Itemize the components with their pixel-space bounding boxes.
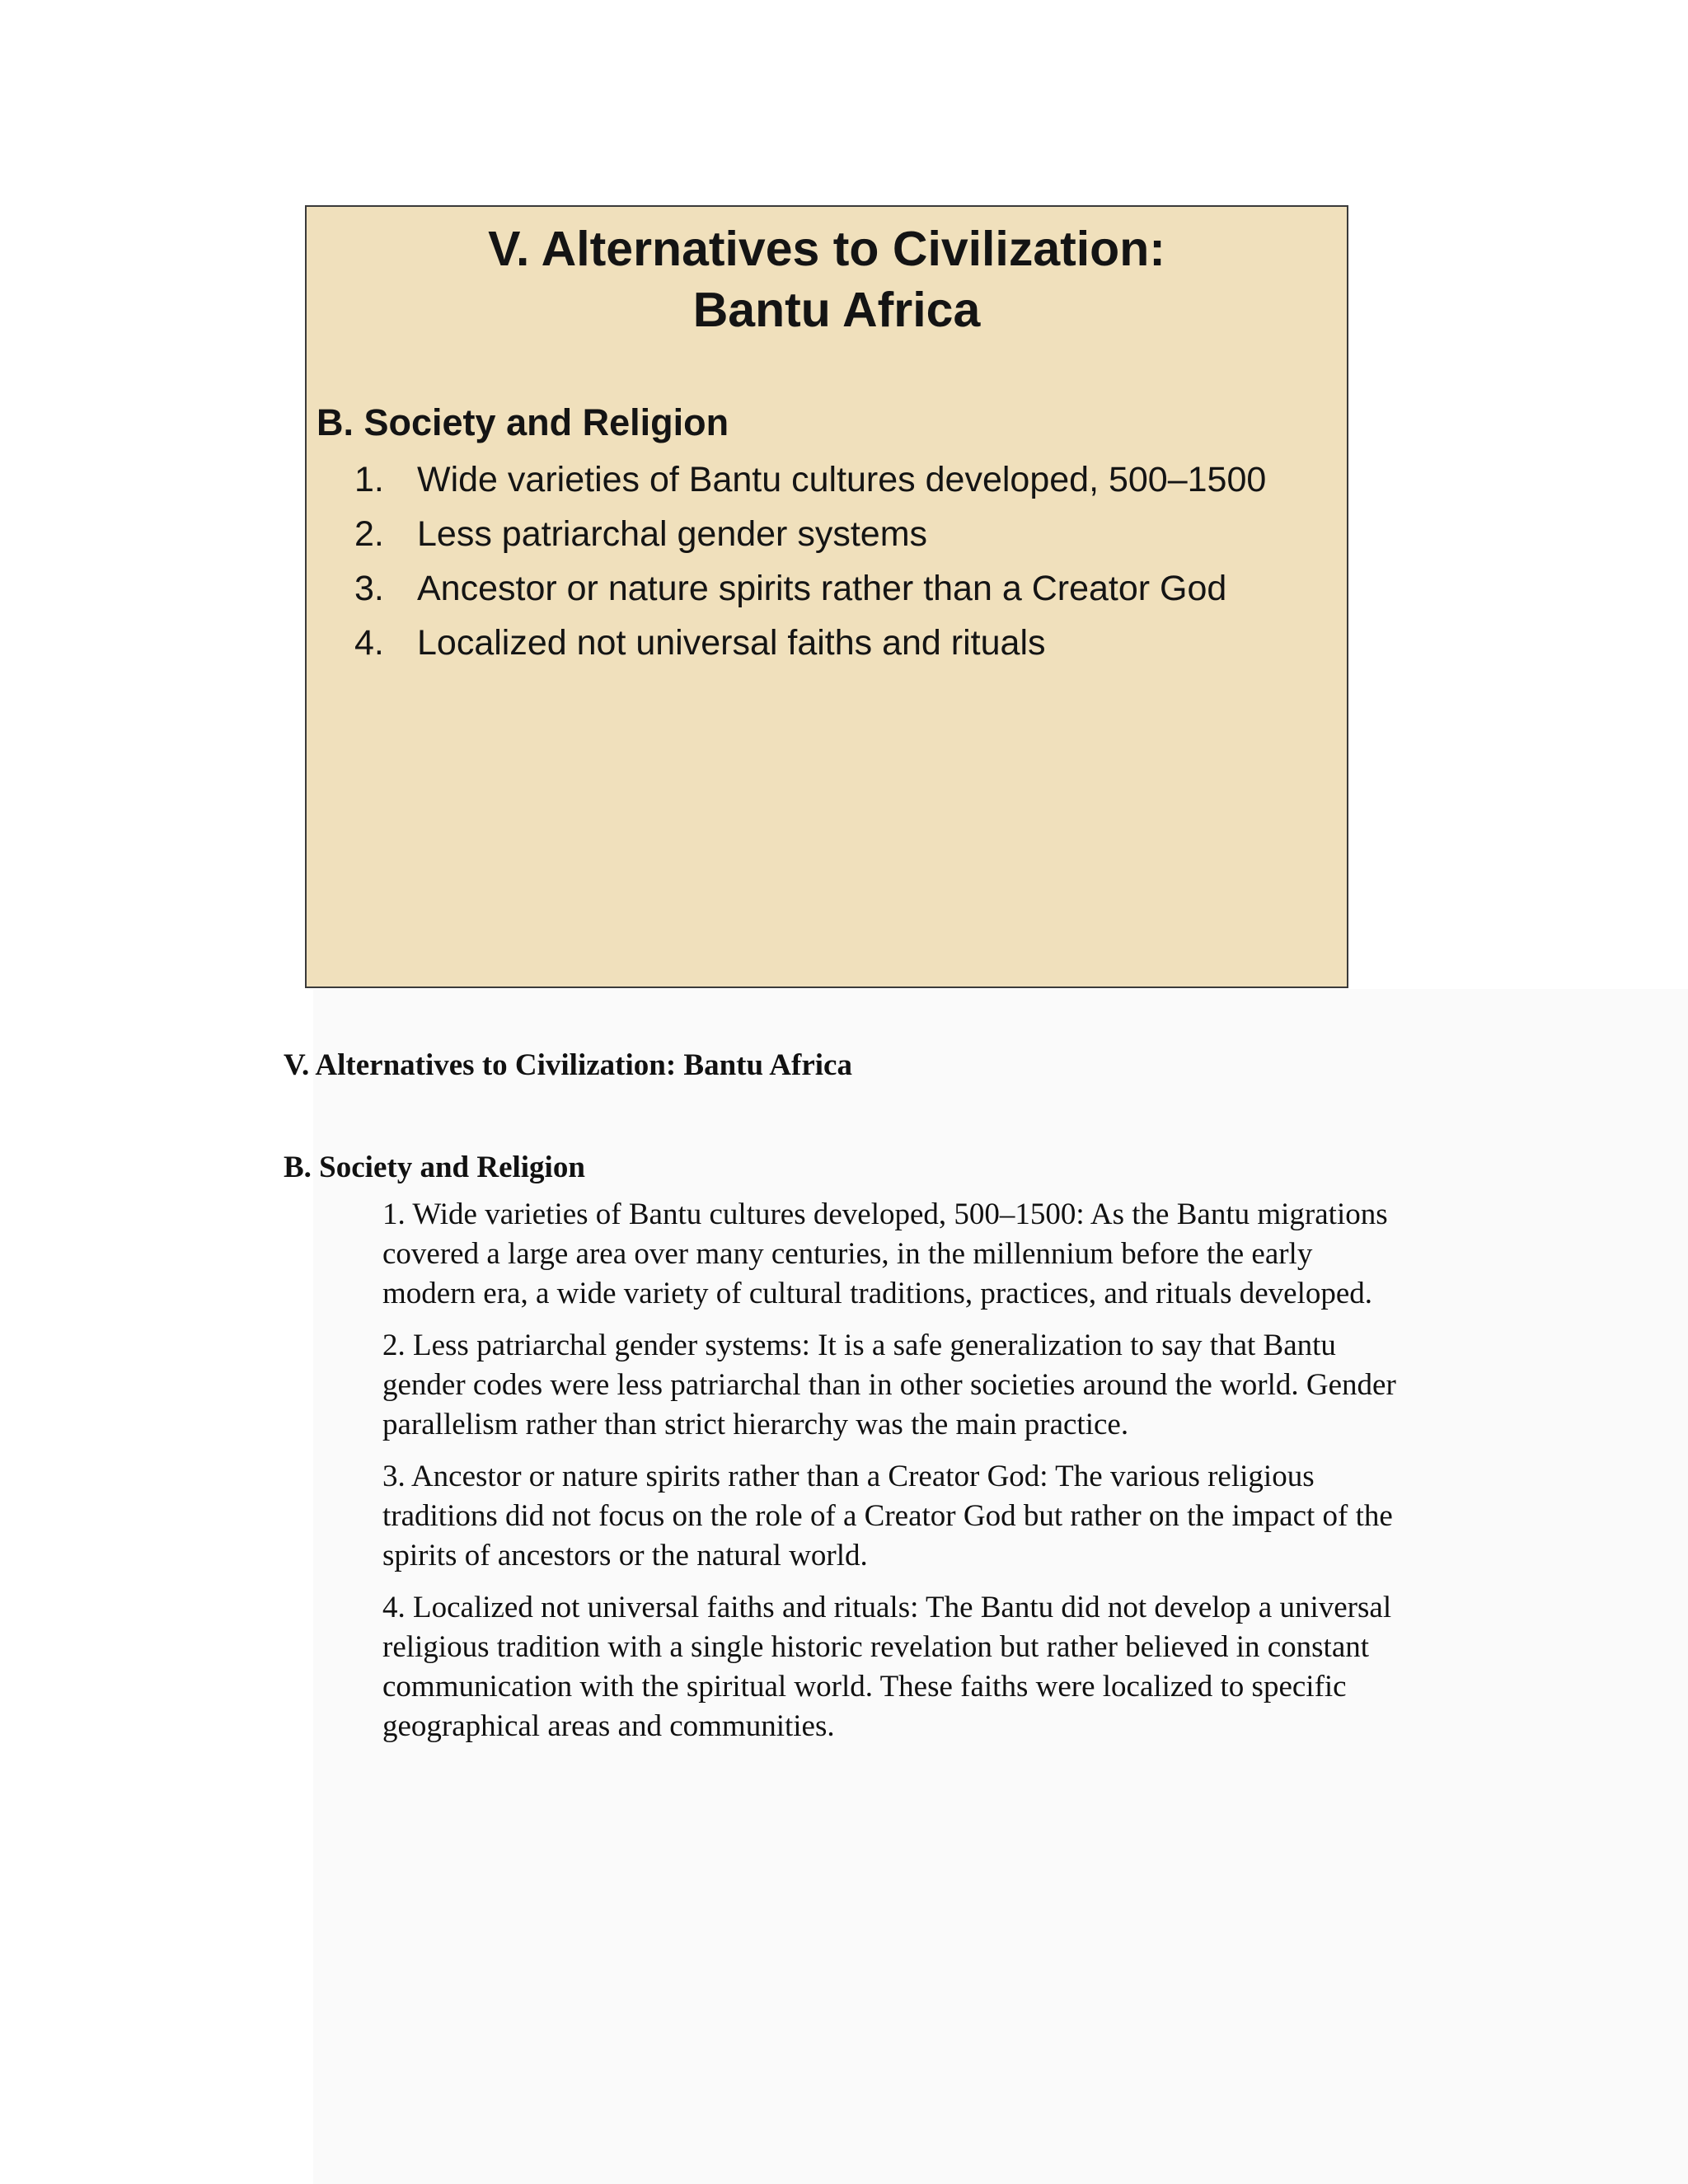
slide-list-item <box>354 561 1266 616</box>
notes-paragraph: 4. Localized not universal faiths and rituals: The Bantu did not develop a universal religious tradition with a single historic revelation but rather believed in constant communication with the spiritual world. These faiths were localized to specific geographical areas and communities. <box>382 1591 1392 1743</box>
slide-subheading: B. Society and Religion <box>316 401 729 443</box>
slide-list-item <box>354 616 1266 670</box>
slide-item-text: Wide varieties of Bantu cultures developed, 500–1500 <box>417 460 1267 499</box>
slide-title-line-1: V. Alternatives to Civilization: <box>488 222 1165 276</box>
slide-item-number: 1. <box>354 460 384 499</box>
slide-item-number: 4. <box>354 623 384 663</box>
slide-title <box>307 218 1347 340</box>
notes-paragraph: 1. Wide varieties of Bantu cultures developed, 500–1500: As the Bantu migrations covered a large area over many centuries, in the millennium before the early modern era, a wide variety of cultural traditions, practices, and rituals developed. <box>382 1197 1388 1310</box>
slide-item-text: Ancestor or nature spirits rather than a Creator God <box>417 569 1227 608</box>
slide-list-item <box>354 507 1266 561</box>
slide-item-number: 2. <box>354 514 384 554</box>
notes-paragraph: 2. Less patriarchal gender systems: It is a safe generalization to say that Bantu gender codes were less patriarchal than in other societies around the world. Gender parallelism rather than strict hierarchy was the main practice. <box>382 1329 1396 1441</box>
lecture-notes <box>284 1047 1404 1759</box>
slide-image <box>305 205 1348 988</box>
slide-item-text: Localized not universal faiths and rituals <box>417 623 1046 663</box>
slide-title-line-2: Bantu Africa <box>692 283 981 337</box>
slide-bullet-list <box>354 452 1266 670</box>
notes-subheading: B. Society and Religion <box>284 1151 585 1184</box>
slide-item-number: 3. <box>354 569 384 608</box>
notes-paragraph: 3. Ancestor or nature spirits rather than a Creator God: The various religious traditions did not focus on the role of a Creator God but rather on the impact of the spirits of ancestors or the natural world. <box>382 1460 1393 1572</box>
notes-paragraph-list <box>382 1195 1396 1746</box>
slide-list-item <box>354 452 1266 507</box>
notes-title: V. Alternatives to Civilization: Bantu Africa <box>284 1048 852 1082</box>
slide-item-text: Less patriarchal gender systems <box>417 514 928 554</box>
